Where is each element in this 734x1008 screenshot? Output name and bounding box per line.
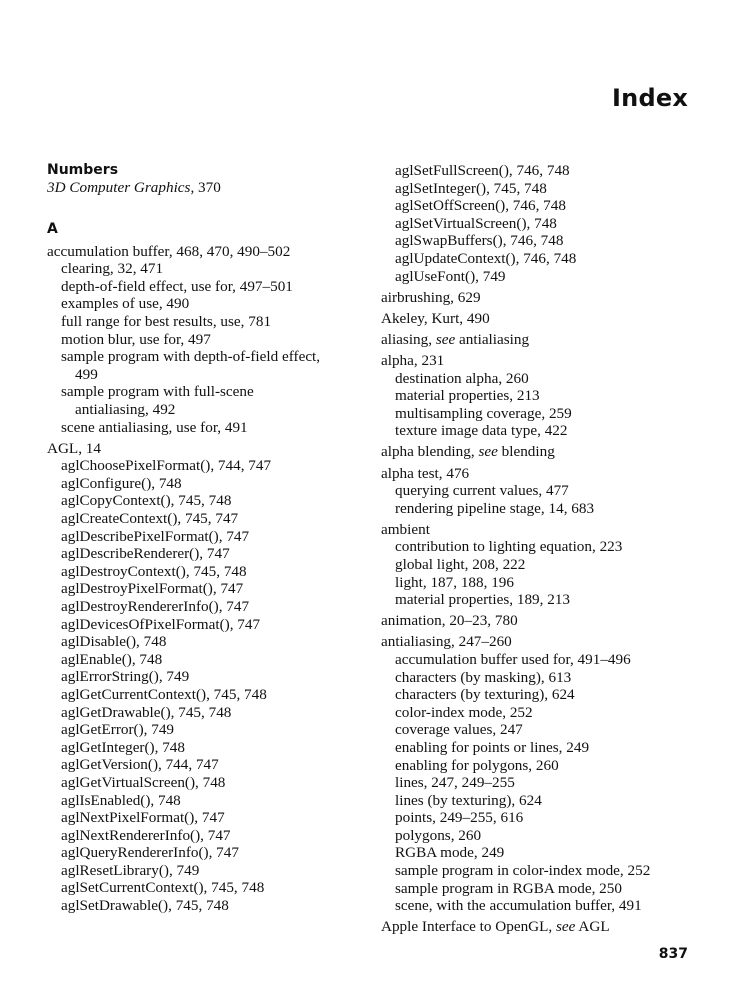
index-subentry bbox=[47, 844, 362, 862]
entry-text-italic: see bbox=[478, 443, 498, 461]
entry-text-italic: 3D Computer Graphics bbox=[47, 179, 191, 196]
index-subentry bbox=[381, 669, 711, 687]
entry-text: aglUseFont(), 749 bbox=[395, 267, 506, 285]
entry-text: aglCopyContext(), 745, 748 bbox=[61, 492, 232, 510]
entry-text: scene antialiasing, use for, 491 bbox=[61, 418, 248, 436]
index-subentry bbox=[381, 862, 711, 880]
index-subentry bbox=[47, 721, 362, 739]
index-subentry bbox=[381, 574, 711, 592]
entry-text: Akeley, Kurt, 490 bbox=[381, 309, 490, 327]
index-subentry bbox=[47, 475, 362, 493]
index-subentry bbox=[381, 721, 711, 739]
index-subentry bbox=[47, 580, 362, 598]
index-subentry bbox=[381, 591, 711, 609]
entry-text: , 370 bbox=[190, 179, 221, 196]
entry-text: aglSwapBuffers(), 746, 748 bbox=[395, 232, 564, 250]
entry-text: aglSetOffScreen(), 746, 748 bbox=[395, 197, 566, 215]
entry-text: airbrushing, 629 bbox=[381, 288, 481, 306]
index-subentry bbox=[381, 704, 711, 722]
entry-text: coverage values, 247 bbox=[395, 721, 523, 739]
index-subentry bbox=[47, 616, 362, 634]
entry-text: AGL, 14 bbox=[47, 439, 101, 457]
entry-text: querying current values, 477 bbox=[395, 482, 569, 500]
index-subentry bbox=[381, 651, 711, 669]
index-subentry bbox=[381, 405, 711, 423]
section-heading: Numbers bbox=[47, 162, 119, 178]
index-subentry bbox=[47, 419, 362, 437]
index-subentry bbox=[47, 401, 362, 419]
index-entry bbox=[381, 633, 711, 651]
index-entry bbox=[381, 310, 711, 328]
index-subentry bbox=[381, 387, 711, 405]
entry-text: contribution to lighting equation, 223 bbox=[395, 538, 623, 556]
index-subentry bbox=[47, 295, 362, 313]
entry-text: aglErrorString(), 749 bbox=[61, 668, 190, 686]
index-entry bbox=[47, 440, 362, 458]
entry-text: points, 249–255, 616 bbox=[395, 809, 524, 827]
index-subentry bbox=[47, 457, 362, 475]
entry-text: aglGetError(), 749 bbox=[61, 721, 175, 739]
entry-text: aglDestroyContext(), 745, 748 bbox=[61, 562, 247, 580]
entry-text: aglSetVirtualScreen(), 748 bbox=[395, 214, 557, 232]
index-subentry bbox=[381, 482, 711, 500]
page-title: Index bbox=[612, 84, 688, 112]
index-subentry bbox=[47, 313, 362, 331]
index-subentry bbox=[381, 880, 711, 898]
entry-text: lines (by texturing), 624 bbox=[395, 791, 542, 809]
section-heading: A bbox=[47, 220, 58, 237]
index-subentry bbox=[47, 545, 362, 563]
entry-text: aglGetVersion(), 744, 747 bbox=[61, 756, 219, 774]
index-subentry bbox=[381, 162, 711, 180]
entry-text: clearing, 32, 471 bbox=[61, 260, 164, 278]
entry-text: aglDevicesOfPixelFormat(), 747 bbox=[61, 615, 261, 633]
entry-text: texture image data type, 422 bbox=[395, 422, 568, 440]
entry-text: global light, 208, 222 bbox=[395, 555, 526, 573]
entry-text: aglNextRendererInfo(), 747 bbox=[61, 826, 231, 844]
entry-text: aglConfigure(), 748 bbox=[61, 474, 182, 492]
index-subentry bbox=[47, 563, 362, 581]
index-subentry bbox=[381, 197, 711, 215]
page-number: 837 bbox=[658, 946, 688, 962]
entry-text: aglSetFullScreen(), 746, 748 bbox=[395, 162, 570, 179]
index-subentry bbox=[47, 366, 362, 384]
index-subentry bbox=[381, 370, 711, 388]
index-subentry bbox=[47, 879, 362, 897]
entry-text: aglGetCurrentContext(), 745, 748 bbox=[61, 685, 267, 703]
entry-text-italic: see bbox=[435, 330, 456, 348]
index-subentry bbox=[47, 260, 362, 278]
index-entry bbox=[381, 331, 711, 349]
index-subentry bbox=[47, 862, 362, 880]
entry-text: aglUpdateContext(), 746, 748 bbox=[395, 249, 577, 267]
entry-text: characters (by texturing), 624 bbox=[395, 686, 575, 704]
entry-text: material properties, 213 bbox=[395, 387, 540, 405]
index-subentry bbox=[47, 792, 362, 810]
entry-text: aglGetVirtualScreen(), 748 bbox=[61, 773, 226, 791]
entry-text: aglGetDrawable(), 745, 748 bbox=[61, 703, 232, 721]
index-subentry bbox=[47, 827, 362, 845]
entry-text: accumulation buffer, 468, 470, 490–502 bbox=[47, 242, 291, 260]
index-subentry bbox=[47, 633, 362, 651]
entry-text: aglSetCurrentContext(), 745, 748 bbox=[61, 879, 265, 897]
entry-text: aglResetLibrary(), 749 bbox=[61, 861, 200, 879]
index-subentry bbox=[381, 739, 711, 757]
entry-text: motion blur, use for, 497 bbox=[61, 330, 211, 348]
entry-text: antialiasing bbox=[455, 330, 530, 348]
index-subentry bbox=[47, 598, 362, 616]
entry-text: aglCreateContext(), 745, 747 bbox=[61, 510, 239, 527]
entry-text: ambient bbox=[381, 520, 430, 538]
entry-text: aglDescribeRenderer(), 747 bbox=[61, 545, 230, 563]
entry-text: color-index mode, 252 bbox=[395, 703, 533, 721]
entry-text: aglChoosePixelFormat(), 744, 747 bbox=[61, 457, 272, 475]
index-entry bbox=[47, 243, 362, 261]
entry-text: aliasing, bbox=[381, 330, 436, 348]
index-subentry bbox=[47, 809, 362, 827]
index-subentry bbox=[47, 686, 362, 704]
entry-text: aglIsEnabled(), 748 bbox=[61, 791, 181, 809]
index-subentry bbox=[381, 809, 711, 827]
entry-text: alpha blending, bbox=[381, 443, 479, 461]
index-subentry bbox=[47, 668, 362, 686]
entry-text: aglSetDrawable(), 745, 748 bbox=[61, 897, 229, 915]
index-subentry bbox=[381, 827, 711, 845]
entry-text: blending bbox=[497, 443, 555, 461]
entry-text: aglNextPixelFormat(), 747 bbox=[61, 809, 225, 827]
entry-text: enabling for polygons, 260 bbox=[395, 756, 559, 774]
index-subentry bbox=[47, 331, 362, 349]
entry-text: aglDisable(), 748 bbox=[61, 633, 167, 651]
entry-text: sample program in RGBA mode, 250 bbox=[395, 879, 622, 897]
entry-text: enabling for points or lines, 249 bbox=[395, 738, 590, 756]
index-column-right bbox=[381, 162, 711, 936]
index-entry bbox=[381, 352, 711, 370]
entry-text: aglDescribePixelFormat(), 747 bbox=[61, 527, 250, 545]
entry-text: aglGetInteger(), 748 bbox=[61, 738, 185, 756]
entry-text: rendering pipeline stage, 14, 683 bbox=[395, 499, 595, 517]
entry-text: light, 187, 188, 196 bbox=[395, 573, 514, 591]
entry-text: alpha test, 476 bbox=[381, 464, 470, 482]
index-subentry bbox=[381, 268, 711, 286]
entry-text: Apple Interface to OpenGL, bbox=[381, 918, 557, 936]
index-subentry bbox=[47, 348, 362, 366]
index-subentry bbox=[381, 538, 711, 556]
index-subentry bbox=[381, 232, 711, 250]
index-subentry bbox=[47, 739, 362, 757]
entry-text: sample program with full-scene bbox=[61, 383, 254, 401]
entry-text: lines, 247, 249–255 bbox=[395, 774, 515, 792]
index-entry bbox=[381, 465, 711, 483]
entry-text: antialiasing, 247–260 bbox=[381, 633, 512, 651]
entry-text: multisampling coverage, 259 bbox=[395, 404, 572, 422]
entry-text: 499 bbox=[75, 365, 98, 383]
index-subentry bbox=[381, 500, 711, 518]
index-subentry bbox=[381, 422, 711, 440]
entry-text: material properties, 189, 213 bbox=[395, 591, 571, 609]
entry-text: sample program with depth-of-field effect, bbox=[61, 348, 321, 366]
entry-text: alpha, 231 bbox=[381, 351, 445, 369]
index-entry bbox=[381, 289, 711, 307]
entry-text: animation, 20–23, 780 bbox=[381, 612, 518, 630]
index-subentry bbox=[47, 383, 362, 401]
entry-text: accumulation buffer used for, 491–496 bbox=[395, 650, 631, 668]
index-subentry bbox=[381, 897, 711, 915]
index-subentry bbox=[381, 215, 711, 233]
index-entry bbox=[381, 918, 711, 936]
entry-text: aglDestroyRendererInfo(), 747 bbox=[61, 597, 250, 615]
entry-text: characters (by masking), 613 bbox=[395, 668, 572, 686]
entry-text: sample program in color-index mode, 252 bbox=[395, 862, 651, 880]
index-subentry bbox=[47, 492, 362, 510]
entry-text: depth-of-field effect, use for, 497–501 bbox=[61, 277, 293, 295]
entry-text: destination alpha, 260 bbox=[395, 369, 529, 387]
entry-text: aglSetInteger(), 745, 748 bbox=[395, 179, 547, 197]
entry-text: polygons, 260 bbox=[395, 826, 482, 844]
index-entry bbox=[381, 443, 711, 461]
entry-text: full range for best results, use, 781 bbox=[61, 312, 272, 330]
index-subentry bbox=[381, 774, 711, 792]
index-entry bbox=[47, 179, 362, 197]
index-subentry bbox=[381, 556, 711, 574]
index-subentry bbox=[47, 897, 362, 915]
entry-text: aglDestroyPixelFormat(), 747 bbox=[61, 580, 244, 598]
index-subentry bbox=[381, 686, 711, 704]
entry-text: aglEnable(), 748 bbox=[61, 650, 163, 668]
index-entry bbox=[381, 612, 711, 630]
index-subentry bbox=[381, 757, 711, 775]
index-entry bbox=[381, 521, 711, 539]
entry-text: scene, with the accumulation buffer, 491 bbox=[395, 897, 642, 915]
index-subentry bbox=[47, 756, 362, 774]
index-subentry bbox=[381, 180, 711, 198]
index-subentry bbox=[47, 278, 362, 296]
index-subentry bbox=[381, 792, 711, 810]
index-subentry bbox=[47, 704, 362, 722]
index-subentry bbox=[47, 510, 362, 528]
index-subentry bbox=[381, 250, 711, 268]
entry-text: antialiasing, 492 bbox=[75, 400, 176, 418]
entry-text: aglQueryRendererInfo(), 747 bbox=[61, 844, 239, 862]
index-subentry bbox=[47, 651, 362, 669]
entry-text: RGBA mode, 249 bbox=[395, 844, 505, 862]
index-subentry bbox=[47, 528, 362, 546]
entry-text: AGL bbox=[575, 918, 610, 936]
index-column-left bbox=[47, 162, 362, 915]
entry-text: examples of use, 490 bbox=[61, 295, 190, 313]
entry-text-italic: see bbox=[556, 918, 576, 936]
index-subentry bbox=[47, 774, 362, 792]
index-subentry bbox=[381, 844, 711, 862]
